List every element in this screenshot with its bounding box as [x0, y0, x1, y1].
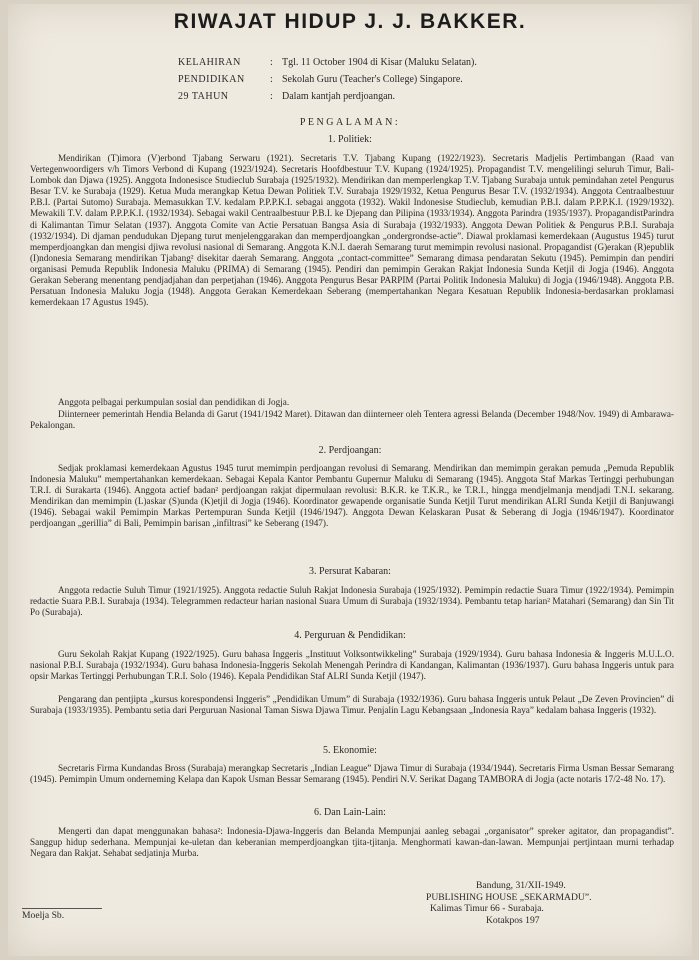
- section-heading-persuratkabaran: 3. Persurat Kabaran:: [309, 566, 391, 577]
- lainlain-paragraph: Mengerti dan dapat menggunakan bahasa²: Indonesia-Djawa-Inggeris dan Belanda Mempunjai aanleg sebagai „organisator” spreker agitator, dan propagandist”. Sanggup hidup sederhana. Mempunjai ke-uletan dan keberanian memperdjoangkan tjita-tjitanja. Menghormati kawan-dan-lawan. Mempunjai pertjintaan murni terhadap Negara dan Rakjat. Sehabat sedjatinja Murba.: [30, 826, 674, 859]
- politiek-paragraph: Diinterneer pemerintah Hendia Belanda di Garut (1941/1942 Maret). Ditawan dan diinterneer oleh Tentera agressi Belanda (December 1948/Nov. 1949) di Ambarawa-Pekalongan.: [30, 409, 674, 431]
- place-date: Bandung, 31/XII-1949.: [476, 880, 566, 891]
- info-label: 29 TAHUN: [178, 91, 229, 102]
- info-value: Tgl. 11 October 1904 di Kisar (Maluku Selatan).: [282, 57, 477, 68]
- info-value: Sekolah Guru (Teacher's College) Singapore.: [282, 74, 463, 85]
- section-heading-ekonomie: 5. Ekonomie:: [323, 745, 377, 756]
- politiek-paragraph: Mendirikan (T)imora (V)erbond Tjabang Serwaru (1921). Secretaris T.V. Tjabang Kupang (1922/1923). Secretaris Madjelis Pertimbangan (Raad van Vertegenwoordigers v/h Timors Verbond di Kupang (1923/1924). Secretaris Hoofdbestuur T.V. Kupang (1924/1925). Propagandist T.V. mengelilingi seluruh Timur, Bali-Lombok dan Djawa (1925). Anggota Indonesisce Studieclub Surabaja (1925/1932). Mendirikan dan memperlengkap T.V. Tjabang Surabaja untuk pemindahan zetel Pengurus Besar T.V. ke Surabaja (1929). Ketua Muda merangkap Ketua Dewan Politiek T.V. Surabaja 1929/1932, Ketua Pengurus Besar T.V. (1932/1934). Anggota Centraalbestuur P.B.I. (Partai Sutomo) Surabaja. Memasukkan T.V. kedalam P.P.P.K.I. sebagai anggota (1932). Wakil Indonesise Studieclub, kemudian P.B.I. dalam P.P.P.K.I. (1929/1932). Mewakili T.V. dalam P.P.P.K.I. (1932/1934). Sebagai wakil Centraalbestuur P.B.I. ke Djepang dan Pilipina (1933/1934). Anggota Parindra (1935/1937). PropagandistParindra di Kalimantan Timur Selatan (1937). Anggota Comite van Actie Persatuan Bangsa Asia di Surabaja (1932/1933). Anggota Dewan Politiek & Pengurus P.B.I. Surabaja (1932/1934). Di djaman pendudukan Djepang turut menjelenggarakan dan memperdjoangkan „ondergrondse-actie”. Diawal proklamasi kemerdekaan (Augustus 1945) turut memperdjoangkan dan mengisi djiwa revolusi nasional di Semarang. Anggota K.N.I. daerah Semarang turut memimpin revolusi nasional. Propagandist (G)erakan (R)epublik (I)ndonesia Semarang mendirikan Tjabang² disekitar daerah Semarang. Anggota „contact-committee” Semarang dimasa pendaratan Sekutu (1945). Pemimpin dan pendiri organisasi Pemuda Republik Indonesia Maluku (PRIMA) di Semarang (1945). Pendiri dan pemimpin Gerakan Rakjat Indonesia Sunda Ketjil di Jogja (1946). Anggota Gerakan Seberang menentang pendjadjahan dan perpetjahan (1946). Anggota Pengurus Besar PARPIM (Partai Politik Indonesia Maluku) di Jogja (1946/1948). Anggota P.B. Persatuan Indonesia Maluku Jogja (1948). Anggota Gerakan Kemerdekaan Seberang (mempertahankan Negara Kesatuan Republik Indonesia-berdasarkan proklamasi kemerdekaan 17 Agustus 1945).: [30, 153, 674, 308]
- postbox: Kotakpos 197: [486, 914, 540, 926]
- pengalaman-heading: PENGALAMAN:: [299, 117, 401, 128]
- signer-name: Moelja Sb.: [22, 910, 65, 921]
- section-heading-perdjoangan: 2. Perdjoangan:: [318, 445, 382, 456]
- politiek-paragraph: Anggota pelbagai perkumpulan sosial dan pendidikan di Jogja.: [58, 397, 290, 407]
- document-page: [8, 4, 692, 956]
- info-row-years: 29 TAHUN : Dalam kantjah perdjoangan.: [178, 88, 678, 105]
- perdjoangan-paragraph: Sedjak proklamasi kemerdekaan Agustus 1945 turut memimpin perdjoangan revolusi di Semarang. Mendirikan dan memimpin gerakan pemuda „Pemuda Republik Indonesia Maluku” mempertahankan kemerdekaan. Sebagai Kepala Kantor Pembantu Gupernur Maluku di Semarang (1945). Anggota Staf Markas Tertinggi perhubungan T.R.I. di Surakarta (1946). Anggota actief badan² perdjoangan rakjat dipermulaan revolusi: B.K.R. ke T.K.R., ke T.R.I., hingga mendjelmanja mendjadi T.N.I. sekarang. Mendirikan dan memimpin (L)askar (S)unda (K)etjil di Jogja (1946). Koordinator gewapende organisatie Sunda Ketjil Turut mendirikan ALRI Sunda Ketjil di Banjuwangi (1946). Sebagai wakil Pemimpin Markas Pertempuran Sunda Ketjil (1946/1947). Anggota Dewan Kelaskaran Pusat & Seberang di Jogja (1946/1947). Koordinator perdjoangan „gerillia” di Bali, Pemimpin barisan „infiltrasi” ke Seberang (1947).: [30, 463, 674, 529]
- info-row-education: PENDIDIKAN : Sekolah Guru (Teacher's College) Singapore.: [178, 71, 678, 88]
- signature-line: [22, 908, 102, 909]
- signoff-block: [426, 880, 592, 926]
- publisher-address: Kalimas Timur 66 - Surabaja.: [430, 903, 544, 915]
- publisher-name: PUBLISHING HOUSE „SEKARMADU”.: [426, 891, 592, 903]
- document-title: RIWAJAT HIDUP J. J. BAKKER.: [173, 10, 527, 33]
- persuratkabaran-paragraph: Anggota redactie Suluh Timur (1921/1925). Anggota redactie Suluh Rakjat Indonesia Surabaja (1925/1932). Pemimpin redactie Suara Timur (1922/1934). Pemimpin redactie Suara P.B.I. Surabaja (1934). Telegrammen redacteur harian nasional Suara Umum di Surabaja (1932/1934). Pembantu tetap harian² Matahari (Semarang) dan Sin Tit Po (Surabaja).: [30, 585, 674, 618]
- info-label: KELAHIRAN: [178, 57, 241, 68]
- info-value: Dalam kantjah perdjoangan.: [282, 91, 396, 102]
- ekonomie-paragraph: Secretaris Firma Kundandas Bross (Surabaja) merangkap Secretaris „Indian League” Djawa Timur di Surabaja (1934/1944). Secretaris Firma Usman Bessar Semarang (1945). Pemimpin Umum onderneming Kelapa dan Kapok Usman Bessar Semarang (1945). Pendiri N.V. Serikat Dagang TAMBORA di Jogja (acte notaris 17/2-48 No. 17).: [30, 763, 674, 785]
- perguruan-paragraph: Pengarang dan pentjipta „kursus korespondensi Inggeris” „Pendidikan Umum” di Surabaja (1932/1936). Guru bahasa Inggeris untuk Pelaut „De Zeven Provincien” di Surabaja (1933/1935). Pembantu setia dari Perguruan Nasional Taman Siswa Djawa Timur. Penjalin Lagu Kebangsaan „Indonesia Raya” kedalam bahasa Inggeris (1932).: [30, 694, 674, 716]
- section-heading-lainlain: 6. Dan Lain-Lain:: [314, 807, 386, 818]
- info-row-birth: KELAHIRAN : Tgl. 11 October 1904 di Kisar (Maluku Selatan).: [178, 54, 678, 71]
- perguruan-paragraph: Guru Sekolah Rakjat Kupang (1922/1925). Guru bahasa Inggeris „Instituut Volksontwikkeling” Surabaja (1929/1934). Guru bahasa Indonesia & Inggeris M.U.L.O. nasional P.B.I. Surabaja (1932/1934). Guru bahasa Indonesia-Inggeris Sekolah Menengah Perindra di Kandangan, Kalimantan (1936/1937). Guru bahasa Inggeris untuk para opsir Markas Tertinggi Perhubungan T.R.I. Solo (1946). Kepala Pendidikan Staf ALRI Sunda Ketjil (1947).: [30, 649, 674, 682]
- personal-info: [178, 54, 678, 105]
- info-label: PENDIDIKAN: [178, 74, 245, 85]
- section-heading-perguruan: 4. Perguruan & Pendidikan:: [294, 630, 406, 641]
- section-heading-politiek: 1. Politiek:: [328, 134, 372, 145]
